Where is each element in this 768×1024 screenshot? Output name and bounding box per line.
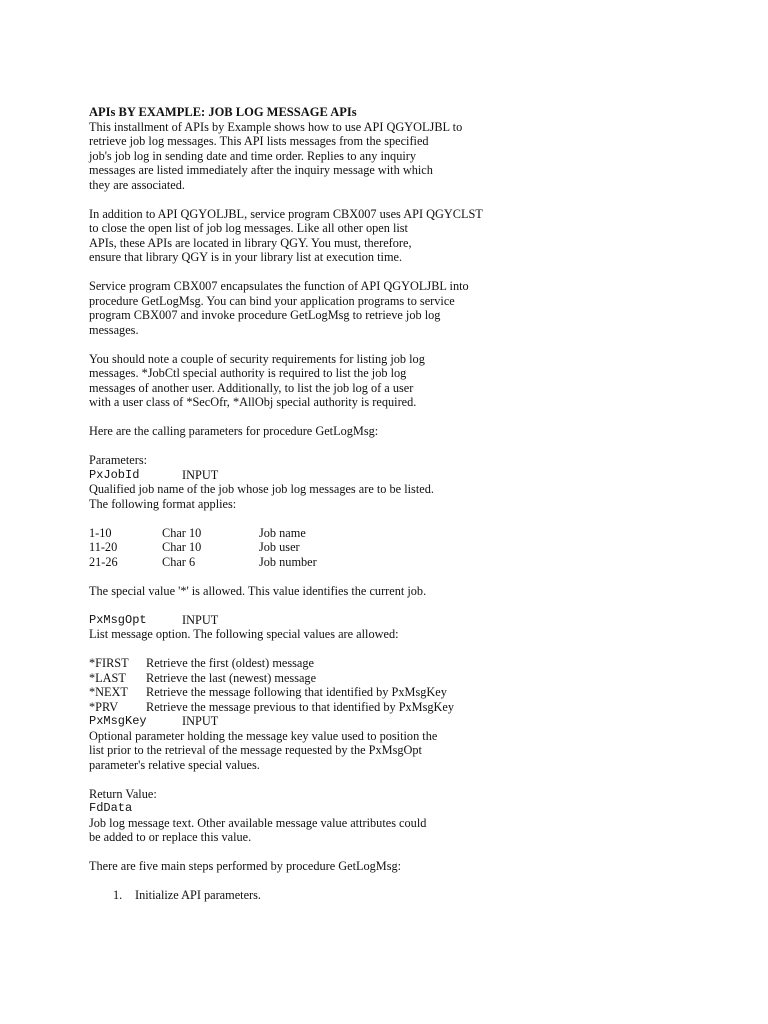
steps-list bbox=[89, 888, 709, 903]
param-mode: INPUT bbox=[182, 612, 219, 627]
table-row bbox=[89, 540, 709, 555]
intro-line: retrieve job log messages. This API lists messages from the specified bbox=[89, 134, 429, 148]
param-desc-line: The following format applies: bbox=[89, 496, 237, 511]
list-item bbox=[89, 671, 709, 686]
param-name: PxMsgOpt bbox=[89, 612, 147, 627]
list-item bbox=[89, 656, 709, 671]
param-description bbox=[89, 482, 709, 511]
table-row bbox=[89, 555, 709, 570]
library-line: APIs, these APIs are located in library QGY. You must, therefore, bbox=[89, 235, 412, 250]
param-pxmsgopt bbox=[89, 613, 709, 628]
param-mode: INPUT bbox=[182, 714, 219, 728]
option-description: Retrieve the message previous to that identified by PxMsgKey bbox=[146, 699, 455, 714]
param-pxmsgkey bbox=[89, 714, 709, 729]
intro-line: they are associated. bbox=[89, 177, 185, 192]
format-description: Job user bbox=[259, 540, 300, 554]
return-value-label: Return Value: bbox=[89, 786, 157, 801]
return-value-name: FdData bbox=[89, 801, 133, 815]
special-value-note: The special value '*' is allowed. This value identifies the current job. bbox=[89, 583, 427, 598]
return-value-description bbox=[89, 816, 709, 845]
list-item bbox=[89, 685, 709, 700]
param-description: List message option. The following special values are allowed: bbox=[89, 627, 399, 641]
option-value: *NEXT bbox=[89, 685, 128, 699]
service-program-line: messages. bbox=[89, 322, 139, 337]
return-desc-line: be added to or replace this value. bbox=[89, 830, 252, 844]
param-name: PxMsgKey bbox=[89, 714, 147, 728]
param-description bbox=[89, 729, 709, 773]
service-program-line: procedure GetLogMsg. You can bind your application programs to service bbox=[89, 293, 455, 308]
document-title: APIs BY EXAMPLE: JOB LOG MESSAGE APIs bbox=[89, 105, 357, 119]
security-paragraph bbox=[89, 352, 709, 410]
format-description: Job number bbox=[259, 554, 317, 569]
param-desc-line: list prior to the retrieval of the message requested by the PxMsgOpt bbox=[89, 743, 422, 757]
format-type: Char 6 bbox=[162, 554, 196, 569]
library-line: to close the open list of job log messages. Like all other open list bbox=[89, 221, 408, 235]
format-type: Char 10 bbox=[162, 540, 202, 554]
list-item bbox=[89, 700, 709, 715]
option-description: Retrieve the last (newest) message bbox=[146, 670, 317, 685]
security-line: messages of another user. Additionally, to list the job log of a user bbox=[89, 380, 414, 395]
step-text: Initialize API parameters. bbox=[135, 888, 261, 902]
format-position: 11-20 bbox=[89, 540, 118, 554]
library-line: ensure that library QGY is in your library list at execution time. bbox=[89, 250, 403, 264]
security-line: You should note a couple of security requirements for listing job log bbox=[89, 351, 425, 366]
service-program-paragraph bbox=[89, 279, 709, 337]
document-page bbox=[89, 105, 709, 903]
parameters-label: Parameters: bbox=[89, 453, 148, 467]
param-name: PxJobId bbox=[89, 467, 140, 482]
param-desc-line: Optional parameter holding the message key value used to position the bbox=[89, 728, 438, 743]
security-line: messages. *JobCtl special authority is required to list the job log bbox=[89, 366, 407, 380]
message-options-list bbox=[89, 656, 709, 714]
option-description: Retrieve the first (oldest) message bbox=[146, 656, 315, 670]
intro-paragraph bbox=[89, 120, 709, 193]
option-value: *LAST bbox=[89, 670, 126, 685]
service-program-line: program CBX007 and invoke procedure GetLogMsg to retrieve job log bbox=[89, 308, 441, 322]
option-description: Retrieve the message following that identified by PxMsgKey bbox=[146, 685, 447, 699]
format-type: Char 10 bbox=[162, 525, 202, 540]
intro-line: messages are listed immediately after the inquiry message with which bbox=[89, 163, 433, 177]
security-line: with a user class of *SecOfr, *AllObj special authority is required. bbox=[89, 395, 417, 409]
intro-line: This installment of APIs by Example shows how to use API QGYOLJBL to bbox=[89, 119, 463, 134]
step-number: 1. bbox=[113, 888, 123, 902]
library-paragraph bbox=[89, 207, 709, 265]
format-position: 21-26 bbox=[89, 554, 118, 569]
param-pxjobid bbox=[89, 468, 709, 483]
param-mode: INPUT bbox=[182, 467, 219, 482]
option-value: *FIRST bbox=[89, 656, 129, 670]
list-item bbox=[89, 888, 709, 903]
format-position: 1-10 bbox=[89, 525, 112, 540]
intro-line: job's job log in sending date and time order. Replies to any inquiry bbox=[89, 148, 417, 163]
library-line: In addition to API QGYOLJBL, service program CBX007 uses API QGYCLST bbox=[89, 206, 483, 221]
table-row bbox=[89, 526, 709, 541]
option-value: *PRV bbox=[89, 699, 119, 714]
param-desc-line: Qualified job name of the job whose job log messages are to be listed. bbox=[89, 482, 434, 496]
param-desc-line: parameter's relative special values. bbox=[89, 757, 260, 772]
steps-intro: There are five main steps performed by procedure GetLogMsg: bbox=[89, 859, 402, 873]
job-format-table bbox=[89, 526, 709, 570]
return-desc-line: Job log message text. Other available message value attributes could bbox=[89, 815, 427, 830]
format-description: Job name bbox=[259, 525, 306, 540]
service-program-line: Service program CBX007 encapsulates the function of API QGYOLJBL into bbox=[89, 279, 469, 293]
calling-intro: Here are the calling parameters for procedure GetLogMsg: bbox=[89, 424, 379, 438]
